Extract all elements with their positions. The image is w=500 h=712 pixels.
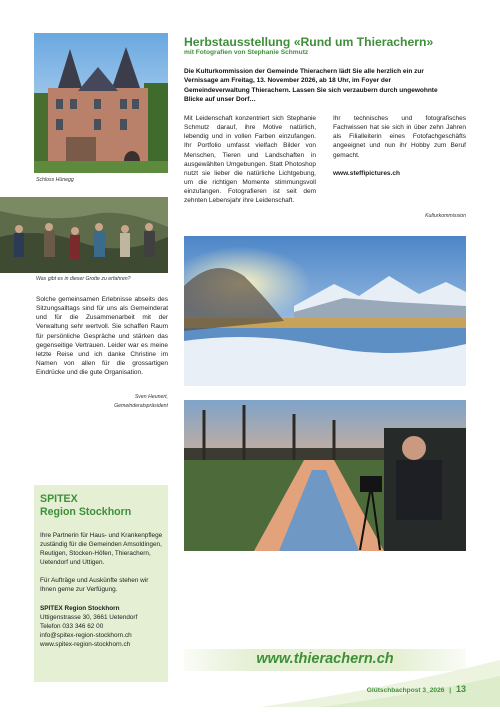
spitex-web-link[interactable]: www.spitex-region-stockhorn.ch xyxy=(40,640,131,648)
landscape-photo-canal xyxy=(184,400,466,551)
spitex-street: Uttigenstrasse 30, 3661 Uetendorf xyxy=(40,613,138,621)
page-footer xyxy=(340,684,466,694)
spitex-email-link[interactable]: info@spitex-region-stockhorn.ch xyxy=(40,631,132,639)
article-column-2-text: Ihr technisches und fotografisches Fachwissen hat sie sich in über zehn Jahren als Filialleiterin eines Fotofachgeschäfts angeeignet und nun ihr Hobby zum Beruf gemacht. xyxy=(333,115,466,159)
spitex-phone: Telefon 033 346 62 00 xyxy=(40,622,104,630)
spitex-title-line1: SPITEX xyxy=(40,493,78,505)
spitex-title-line2: Region Stockhorn xyxy=(40,506,132,518)
footer-separator: | xyxy=(449,687,452,694)
cave-caption: Was gibt es in dieser Grotte zu erfahren? xyxy=(36,276,131,282)
spitex-title xyxy=(40,493,131,519)
article-subtitle: mit Fotografien von Stephanie Schmutz xyxy=(184,49,309,56)
footer-publication: Glütschbachpost 3_2026 xyxy=(366,687,445,694)
spitex-para1: Ihre Partnerin für Haus- und Krankenpflege zuständig für die Gemeinden Amsoldingen, Reutigen, Stocken-Höfen, Thierachern, Uetendorf und Uttigen. xyxy=(40,532,163,567)
castle-caption: Schloss Hünegg xyxy=(36,177,74,183)
url-banner-link[interactable]: www.thierachern.ch xyxy=(256,651,394,667)
spitex-org: SPITEX Region Stockhorn xyxy=(40,604,120,612)
footer-page-number: 13 xyxy=(455,684,466,694)
spitex-body xyxy=(40,531,166,649)
left-article-signature-role: Gemeinderatspräsident xyxy=(114,403,168,409)
cave-group-photo xyxy=(0,197,168,273)
left-article-signature-name: Sven Heunert, xyxy=(134,394,168,400)
article-lead: Die Kulturkommission der Gemeinde Thierachern lädt Sie alle herzlich ein zur Vernissage am Freitag, 13. November 2026, ab 18 Uhr, im Foyer der Gemeindeverwaltung Thierachern. Lassen Sie sich verzaubern durch ungewohnte Blicke auf unser Dorf… xyxy=(184,68,438,103)
article-column-1-text: Mit Leidenschaft konzentriert sich Stephanie Schmutz darauf, ihre Motive natürlich, lebendig und in vollen Farben einzufangen. Ihr Portfolio umfasst vielfach Bilder von Menschen, Tieren und Landschaften in ausgewählten Umgebungen. Statt Photoshop nutzt sie lieber die natürliche Lichtgebung, um die richtigen Momente stimmungsvoll einzufangen. Fotografieren ist seit dem zehnten Lebensjahr ihre Leidenschaft. xyxy=(184,115,316,205)
castle-photo xyxy=(34,33,168,173)
spitex-para2: Für Aufträge und Auskünfte stehen wir Ihnen gerne zur Verfügung. xyxy=(40,577,149,594)
landscape-photo-lake xyxy=(184,236,466,386)
article-signature: Kulturkommission xyxy=(425,213,466,219)
article-website-link[interactable]: www.steffipictures.ch xyxy=(333,169,400,177)
article-title: Herbstausstellung «Rund um Thierachern» xyxy=(184,35,434,49)
article-column-2 xyxy=(333,114,466,178)
article-column-1 xyxy=(184,114,316,206)
left-article-text: Solche gemeinsamen Erlebnisse abseits des Sitzungsalltags sind für uns als Gemeinderat und für die Zusammenarbeit mit der Verwaltung sehr wertvoll. Sie schaffen Raum für persönliche Gespräche und stärken das gegenseitige Vertrauen. Leider war es meine letzte Reise und ich danke Christine im Namen von allen für die grossartigen Eindrücke und die gute Organisation. xyxy=(36,296,168,377)
